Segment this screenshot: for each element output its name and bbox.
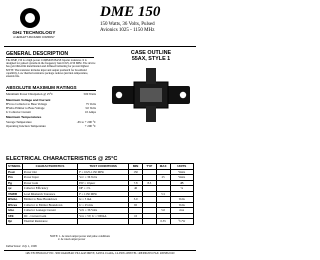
column-header: MIN	[129, 164, 143, 170]
subtitle-line: Avionics 1025 - 1150 MHz	[100, 27, 155, 33]
cell-cond: Ic = 25 mA	[78, 202, 129, 208]
cell-max: 5.0	[156, 208, 170, 214]
cell-min: 40	[129, 186, 143, 192]
cell-min	[129, 219, 143, 225]
issue-date: Initial Issue: July 1, 1996	[6, 244, 37, 248]
electrical-table	[6, 163, 194, 225]
section-rule	[6, 57, 94, 58]
cell-min: 10	[129, 213, 143, 219]
cell-char: Power Out	[22, 169, 77, 175]
cell-min: 7.8	[129, 180, 143, 186]
cell-sym: BVces	[7, 202, 23, 208]
case-outline-heading	[118, 50, 184, 62]
header-divider	[4, 46, 196, 47]
cell-cond: Ie = 5 mA	[78, 197, 129, 203]
section-rule	[6, 90, 96, 91]
absolute-max-heading: ABSOLUTE MAXIMUM RATINGS	[6, 85, 77, 90]
cell-sym: θjc	[7, 219, 23, 225]
cell-min: 150	[129, 169, 143, 175]
ratings-label: Maximum Temperatures	[6, 115, 42, 120]
logo-text: GHz TECHNOLOGY	[12, 30, 56, 35]
cell-units: %	[170, 186, 193, 192]
cell-units: Watts	[170, 169, 193, 175]
cell-cond: F = 1025-1150 MHz	[78, 169, 129, 175]
cell-cond: DF = 1%	[78, 186, 129, 192]
logo-mark	[20, 8, 40, 28]
cell-max: 5:1	[156, 191, 170, 197]
column-header: CHARACTERISTICS	[22, 164, 77, 170]
cell-max: 0.35	[156, 219, 170, 225]
cell-char: Collector Leakage Current	[22, 208, 77, 214]
cell-units: mA	[170, 208, 193, 214]
ratings-value: -65 to + 200 °C	[76, 119, 96, 124]
cell-cond: PW = 10μsec	[78, 180, 129, 186]
logo-subtext: A HEWLETT-PACKARD COMPANY	[13, 36, 55, 39]
ratings-value: 10 Amps	[84, 109, 96, 114]
cell-char: Thermal Resistance	[22, 219, 77, 225]
cell-sym: VSWR	[7, 191, 23, 197]
footer-divider	[4, 250, 196, 251]
column-header: UNITS	[170, 164, 193, 170]
mounting-hole-left	[116, 92, 122, 98]
cell-sym: Pout	[7, 169, 23, 175]
cell-typ	[142, 219, 156, 225]
cell-char: Power Input	[22, 175, 77, 181]
column-header: TEST CONDITIONS	[78, 164, 129, 170]
cell-min: 65	[129, 202, 143, 208]
cell-units: Watts	[170, 175, 193, 181]
cell-char: DC - Current Gain	[22, 213, 77, 219]
cell-units: °C/W	[170, 219, 193, 225]
package-drawing	[110, 66, 192, 124]
cell-sym: hFE	[7, 213, 23, 219]
cell-sym: Pin	[7, 175, 23, 181]
company-footer: GHz TECHNOLOGY INC. 3000 OAKMEAD VILLAGE DRIVE, SANTA CLARA, CA 95051-0808 TEL: 408/986-8031 FAX: 408/986-8120	[25, 252, 175, 255]
cell-cond: Vcc = 36 Volts	[78, 175, 129, 181]
cell-typ: 8.5	[142, 180, 156, 186]
cell-cond: Vce = 5V, Ic = 500mA	[78, 213, 129, 219]
cell-sym: ηc	[7, 186, 23, 192]
ratings-row	[6, 92, 96, 96]
ratings-label: Operating Junction Temperature	[6, 123, 46, 128]
absolute-max-table	[6, 92, 96, 128]
general-description-text: The DME 150 is a high power COMMON BASE bipolar transistor. It is designed for pulsed systems in the frequency band 1025-1150 MHz. The device has gold thin-film metallization and diffused ballasting for proven highest MTTF. The transistor includes input and output prematch for broadband capability. Low thermal resistance package reduces junction temperature, extends life.	[6, 59, 96, 79]
case-outline-line: CASE OUTLINE	[130, 50, 172, 56]
ratings-label: Maximum Power Dissipation @ 25°C	[6, 92, 54, 96]
ratings-label: Storage Temperature	[6, 119, 32, 124]
ratings-value: + 200 °C	[84, 123, 96, 128]
package-lid	[140, 88, 162, 102]
ratings-label: BVceo Collector to Base Voltage	[6, 101, 47, 106]
part-number-title: DME 150	[100, 4, 161, 20]
column-header: SYMBOL	[8, 164, 21, 169]
cell-min: 3.0	[129, 197, 143, 203]
cell-cond: Vcb = 36 Volts	[78, 208, 129, 214]
column-header: TYP	[142, 164, 156, 170]
ratings-value: 3.0 Volts	[85, 105, 96, 110]
note-line: NOTE: 1. At rated output power and pulse conditions	[50, 235, 110, 238]
cell-char: Collector Efficiency	[22, 186, 77, 192]
lead-bottom	[146, 106, 156, 122]
mounting-hole-right	[180, 92, 186, 98]
cell-sym: Pg	[7, 180, 23, 186]
ratings-label: Ic Collector Current	[6, 109, 31, 114]
cell-char: Collector to Emitter Breakdown	[22, 202, 77, 208]
ratings-value: 500 Watts	[83, 92, 96, 96]
cell-sym: BVebo	[7, 197, 23, 203]
notes	[50, 235, 110, 242]
column-header: MAX	[156, 164, 170, 170]
cell-max: 25	[156, 175, 170, 181]
subtitle-line: 150 Watts, 36 Volts, Pulsed	[100, 22, 155, 27]
cell-cond	[78, 219, 129, 225]
table-row	[7, 219, 194, 225]
ratings-label: Maximum Voltage and Current	[6, 97, 51, 102]
cell-char: Power Gain	[22, 180, 77, 186]
cell-cond: F = 1150 MHz	[78, 191, 129, 197]
part-subtitle	[100, 22, 155, 33]
case-outline-style: 55AX, STYLE 1	[131, 56, 171, 62]
ratings-row	[6, 124, 96, 128]
cell-units: Volts	[170, 197, 193, 203]
general-description-heading: GENERAL DESCRIPTION	[6, 51, 69, 57]
ratings-row	[6, 110, 96, 114]
ratings-value: 75 Volts	[85, 101, 96, 106]
ratings-label: BVebo Emitter to Base Voltage	[6, 105, 45, 110]
cell-units: dB	[170, 180, 193, 186]
lead-top	[146, 68, 156, 84]
cell-char: Emitter to Base Breakdown	[22, 197, 77, 203]
note-line: 2. At rated output power	[58, 238, 86, 242]
electrical-heading: ELECTRICAL CHARACTERISTICS @ 25°C	[6, 156, 118, 162]
cell-char: Load Mismatch Tolerance	[22, 191, 77, 197]
cell-units: Volts	[170, 202, 193, 208]
cell-sym: Icbo	[7, 208, 23, 214]
